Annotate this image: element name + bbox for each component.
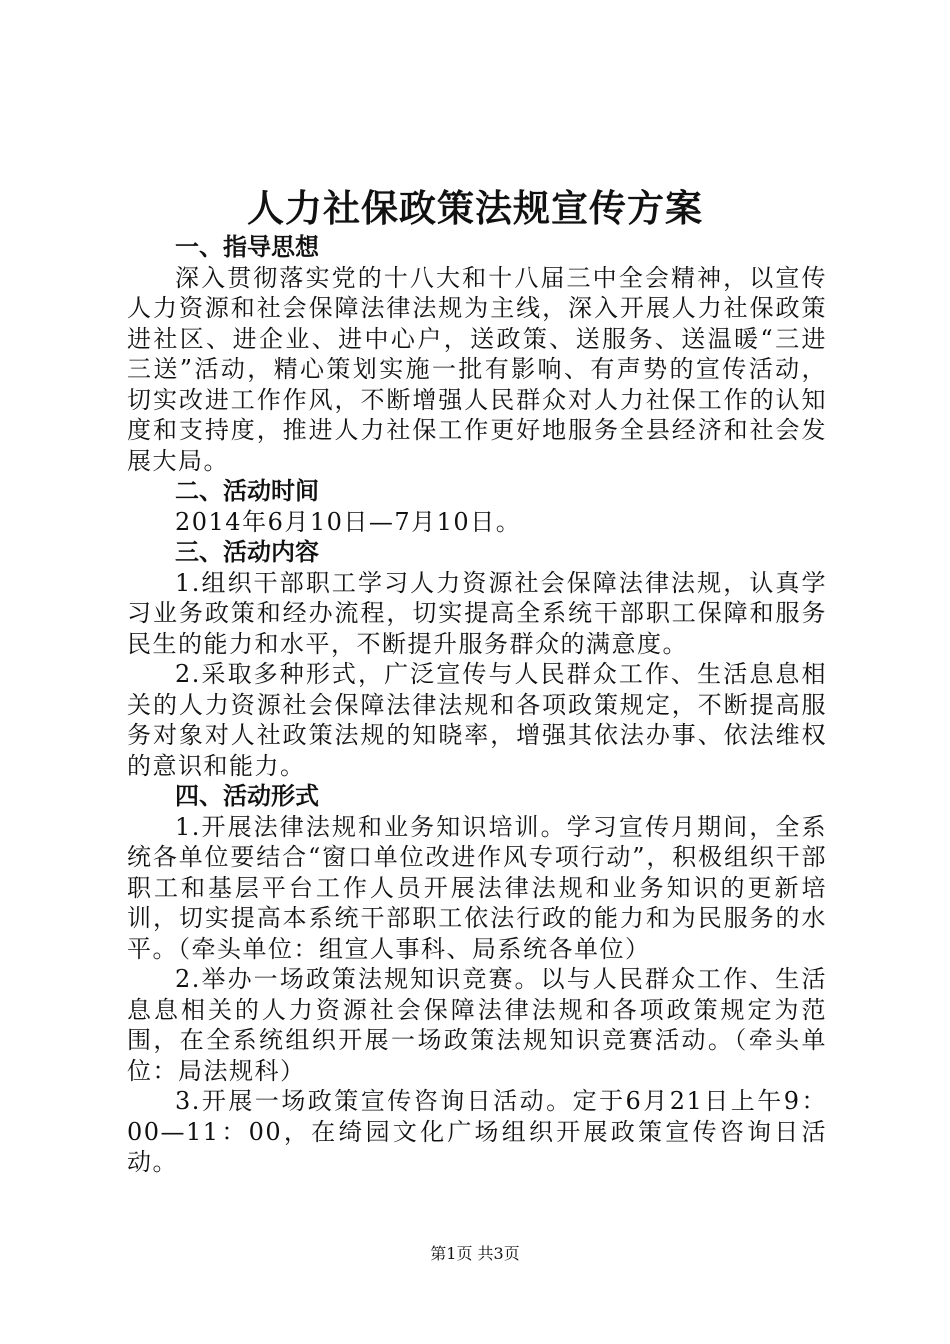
paragraph: 1.组织干部职工学习人力资源社会保障法律法规，认真学习业务政策和经办流程，切实提高全系统干部职工保障和服务民生的能力和水平，不断提升服务群众的满意度。 xyxy=(127,568,827,658)
paragraph: 深入贯彻落实党的十八大和十八届三中全会精神，以宣传人力资源和社会保障法律法规为主线，深入开展人力社保政策进社区、进企业、进中心户，送政策、送服务、送温暖“三进三送”活动，精心策划实施一批有影响、有声势的宣传活动，切实改进工作作风，不断增强人民群众对人力社保工作的认知度和支持度，推进人力社保工作更好地服务全县经济和社会发展大局。 xyxy=(127,263,827,475)
section-heading: 三、活动内容 xyxy=(175,537,319,566)
paragraph: 2014年6月10日—7月10日。 xyxy=(175,507,522,536)
document-body xyxy=(127,232,827,1178)
paragraph: 3.开展一场政策宣传咨询日活动。定于6月21日上午9：00—11：00，在绮园文化广场组织开展政策宣传咨询日活动。 xyxy=(127,1087,827,1176)
paragraph: 2.采取多种形式，广泛宣传与人民群众工作、生活息息相关的人力资源社会保障法律法规和各项政策规定，不断提高服务对象对人社政策法规的知晓率，增强其依法办事、依法维权的意识和能力。 xyxy=(127,660,827,780)
paragraph: 2.举办一场政策法规知识竞赛。以与人民群众工作、生活息息相关的人力资源社会保障法律法规和各项政策规定为范围，在全系统组织开展一场政策法规知识竞赛活动。（牵头单位：局法规科） xyxy=(127,965,827,1085)
document-title: 人力社保政策法规宣传方案 xyxy=(247,186,703,230)
section-heading: 二、活动时间 xyxy=(175,476,319,505)
section-heading: 四、活动形式 xyxy=(175,781,319,810)
paragraph: 1.开展法律法规和业务知识培训。学习宣传月期间，全系统各单位要结合“窗口单位改进作风专项行动”，积极组织干部职工和基层平台工作人员开展法律法规和业务知识的更新培训，切实提高本系统干部职工依法行政的能力和为民服务的水平。（牵头单位：组宣人事科、局系统各单位） xyxy=(127,812,827,963)
section-heading: 一、指导思想 xyxy=(175,232,319,261)
page-number-footer: 第1页 共3页 xyxy=(430,1244,520,1263)
